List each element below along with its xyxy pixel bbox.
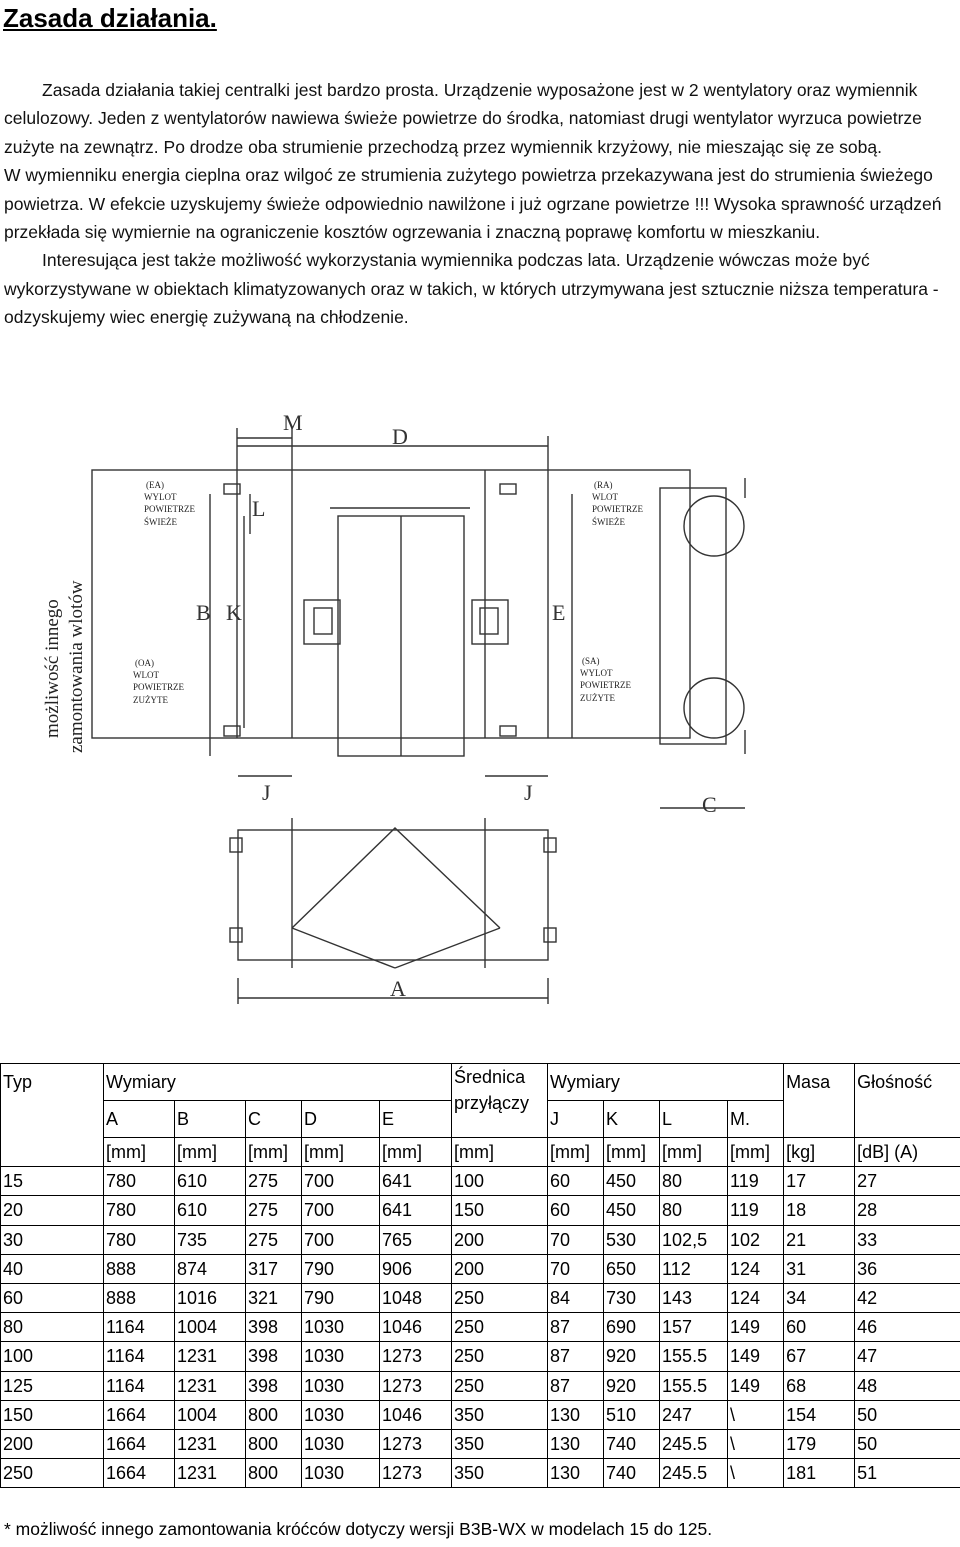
- value-cell: 1273: [380, 1429, 452, 1458]
- dim-J-left: J: [262, 780, 271, 805]
- value-cell: 1030: [302, 1342, 380, 1371]
- value-cell: 1164: [104, 1371, 175, 1400]
- specs-table: [0, 1063, 960, 1488]
- unit-cell: [mm]: [728, 1138, 784, 1167]
- value-cell: 155.5: [660, 1342, 728, 1371]
- value-cell: 84: [548, 1283, 604, 1312]
- value-cell: 780: [104, 1196, 175, 1225]
- typ-cell: 200: [1, 1429, 104, 1458]
- side-view: [660, 488, 726, 744]
- value-cell: 641: [380, 1196, 452, 1225]
- table-row: [1, 1429, 960, 1458]
- value-cell: 200: [452, 1254, 548, 1283]
- value-cell: 398: [246, 1342, 302, 1371]
- label-oa-1: (OA): [135, 658, 154, 668]
- paragraph-1: Zasada działania takiej centralki jest bardzo prosta. Urządzenie wyposażone jest w 2 wentylatory oraz wymiennik celulozowy. Jeden z wentylatorów nawiewa świeże powietrze do środka, natomiast drugi wentylator wyrzuca powietrze zużyte na zewnątrz. Po drodze oba strumienie przechodzą przez wymiennik krzyżowy, nie mieszając się ze sobą.: [4, 80, 922, 157]
- value-cell: 245.5: [660, 1429, 728, 1458]
- typ-cell: 80: [1, 1313, 104, 1342]
- value-cell: 610: [175, 1196, 246, 1225]
- value-cell: 47: [855, 1342, 960, 1371]
- value-cell: 70: [548, 1254, 604, 1283]
- value-cell: 1273: [380, 1459, 452, 1488]
- unit-cell: [mm]: [246, 1138, 302, 1167]
- value-cell: 1231: [175, 1342, 246, 1371]
- value-cell: 700: [302, 1167, 380, 1196]
- header-typ: Typ: [1, 1064, 104, 1101]
- value-cell: 102,5: [660, 1225, 728, 1254]
- label-oa-4: ZUŻYTE: [133, 695, 168, 705]
- label-ea-2: WYLOT: [144, 492, 177, 502]
- value-cell: 350: [452, 1429, 548, 1458]
- value-cell: 36: [855, 1254, 960, 1283]
- intro-text: [4, 76, 956, 332]
- unit-cell: [kg]: [784, 1138, 855, 1167]
- value-cell: 28: [855, 1196, 960, 1225]
- value-cell: 906: [380, 1254, 452, 1283]
- value-cell: 888: [104, 1254, 175, 1283]
- col-C: C: [246, 1101, 302, 1138]
- label-ra-4: ŚWIEŻE: [592, 517, 625, 527]
- value-cell: 149: [728, 1313, 784, 1342]
- value-cell: 530: [604, 1225, 660, 1254]
- table-row: [1, 1283, 960, 1312]
- table-row: [1, 1371, 960, 1400]
- value-cell: 610: [175, 1167, 246, 1196]
- dim-L: L: [252, 496, 266, 521]
- value-cell: 1030: [302, 1429, 380, 1458]
- plan-view: [238, 830, 548, 960]
- typ-cell: 150: [1, 1400, 104, 1429]
- table-row: [1, 1225, 960, 1254]
- value-cell: \: [728, 1459, 784, 1488]
- label-sa-1: (SA): [582, 656, 600, 666]
- value-cell: 154: [784, 1400, 855, 1429]
- label-ra-2: WLOT: [592, 492, 618, 502]
- value-cell: 800: [246, 1400, 302, 1429]
- value-cell: \: [728, 1400, 784, 1429]
- fan-left: [304, 600, 340, 644]
- value-cell: 34: [784, 1283, 855, 1312]
- header-wymiary-1: Wymiary: [104, 1064, 452, 1101]
- value-cell: 250: [452, 1342, 548, 1371]
- typ-cell: 40: [1, 1254, 104, 1283]
- value-cell: 874: [175, 1254, 246, 1283]
- header-glosnosc: Głośność: [855, 1064, 960, 1101]
- value-cell: 21: [784, 1225, 855, 1254]
- unit-cell: [mm]: [452, 1138, 548, 1167]
- header-srednica: Średnica przyłączy: [452, 1064, 548, 1138]
- typ-cell: 250: [1, 1459, 104, 1488]
- value-cell: 510: [604, 1400, 660, 1429]
- value-cell: 275: [246, 1225, 302, 1254]
- value-cell: 150: [452, 1196, 548, 1225]
- value-cell: 149: [728, 1371, 784, 1400]
- col-A: A: [104, 1101, 175, 1138]
- value-cell: 700: [302, 1196, 380, 1225]
- dim-E: E: [552, 600, 566, 625]
- value-cell: 124: [728, 1283, 784, 1312]
- label-sa-4: ZUŻYTE: [580, 693, 615, 703]
- value-cell: 102: [728, 1225, 784, 1254]
- typ-cell: 20: [1, 1196, 104, 1225]
- value-cell: 740: [604, 1459, 660, 1488]
- value-cell: 450: [604, 1196, 660, 1225]
- value-cell: 60: [784, 1313, 855, 1342]
- value-cell: 48: [855, 1371, 960, 1400]
- value-cell: 130: [548, 1459, 604, 1488]
- value-cell: 317: [246, 1254, 302, 1283]
- value-cell: 1046: [380, 1400, 452, 1429]
- value-cell: 200: [452, 1225, 548, 1254]
- dim-D: D: [392, 424, 408, 449]
- dim-A: A: [390, 976, 406, 1001]
- value-cell: 790: [302, 1283, 380, 1312]
- value-cell: 1231: [175, 1429, 246, 1458]
- value-cell: 1030: [302, 1313, 380, 1342]
- table-body: [1, 1167, 960, 1488]
- table-units-row: [1, 1138, 960, 1167]
- fan-right: [472, 600, 508, 644]
- unit-cell: [mm]: [604, 1138, 660, 1167]
- value-cell: 1030: [302, 1400, 380, 1429]
- value-cell: 450: [604, 1167, 660, 1196]
- value-cell: 250: [452, 1283, 548, 1312]
- value-cell: 247: [660, 1400, 728, 1429]
- value-cell: 800: [246, 1459, 302, 1488]
- value-cell: 321: [246, 1283, 302, 1312]
- value-cell: 18: [784, 1196, 855, 1225]
- dim-J-right: J: [524, 780, 533, 805]
- col-B: B: [175, 1101, 246, 1138]
- value-cell: 920: [604, 1342, 660, 1371]
- value-cell: 42: [855, 1283, 960, 1312]
- value-cell: \: [728, 1429, 784, 1458]
- table-row: [1, 1400, 960, 1429]
- label-oa-2: WLOT: [133, 670, 159, 680]
- label-ea-1: (EA): [146, 480, 164, 490]
- value-cell: 780: [104, 1225, 175, 1254]
- value-cell: 149: [728, 1342, 784, 1371]
- value-cell: 1004: [175, 1313, 246, 1342]
- value-cell: 920: [604, 1371, 660, 1400]
- value-cell: 179: [784, 1429, 855, 1458]
- unit-cell: [mm]: [175, 1138, 246, 1167]
- value-cell: 50: [855, 1400, 960, 1429]
- value-cell: 87: [548, 1342, 604, 1371]
- value-cell: 245.5: [660, 1459, 728, 1488]
- value-cell: 1231: [175, 1371, 246, 1400]
- value-cell: 398: [246, 1313, 302, 1342]
- value-cell: 1030: [302, 1459, 380, 1488]
- dim-C: C: [702, 792, 717, 817]
- label-sa-2: WYLOT: [580, 668, 613, 678]
- value-cell: 1664: [104, 1400, 175, 1429]
- dim-K: K: [226, 600, 242, 625]
- value-cell: 350: [452, 1400, 548, 1429]
- value-cell: 1046: [380, 1313, 452, 1342]
- value-cell: 60: [548, 1167, 604, 1196]
- label-ra-3: POWIETRZE: [592, 504, 643, 514]
- table-header-row: [1, 1064, 960, 1101]
- paragraph-3: Interesująca jest także możliwość wykorzystania wymiennika podczas lata. Urządzenie wówczas może być wykorzystywane w obiektach klimatyzowanych oraz w takich, w których utrzymywana jest sztucznie niższa temperatura - odzyskujemy wiec energię zużywaną na chłodzenie.: [4, 250, 939, 328]
- value-cell: 888: [104, 1283, 175, 1312]
- value-cell: 1164: [104, 1342, 175, 1371]
- value-cell: 80: [660, 1167, 728, 1196]
- value-cell: 33: [855, 1225, 960, 1254]
- value-cell: 275: [246, 1167, 302, 1196]
- paragraph-2: W wymienniku energia cieplna oraz wilgoć ze strumienia zużytego powietrza przekazywana jest do strumienia świeżego powietrza. W efekcie uzyskujemy świeże odpowiednio nawilżone i już ogrzane powietrze !!! Wysoka sprawność urządzeń przekłada się wymiernie na ograniczenie kosztów ogrzewania i znaczną poprawę komfortu w mieszkaniu.: [4, 165, 942, 243]
- value-cell: 1231: [175, 1459, 246, 1488]
- value-cell: 700: [302, 1225, 380, 1254]
- value-cell: 735: [175, 1225, 246, 1254]
- value-cell: 250: [452, 1313, 548, 1342]
- value-cell: 398: [246, 1371, 302, 1400]
- label-sa-3: POWIETRZE: [580, 680, 631, 690]
- value-cell: 87: [548, 1313, 604, 1342]
- value-cell: 1004: [175, 1400, 246, 1429]
- unit-cell: [mm]: [104, 1138, 175, 1167]
- value-cell: 765: [380, 1225, 452, 1254]
- side-note-1: możliwość innego: [42, 599, 63, 738]
- value-cell: 181: [784, 1459, 855, 1488]
- col-L: L: [660, 1101, 728, 1138]
- value-cell: 87: [548, 1371, 604, 1400]
- dim-M: M: [283, 410, 303, 435]
- value-cell: 1273: [380, 1371, 452, 1400]
- value-cell: 100: [452, 1167, 548, 1196]
- value-cell: 790: [302, 1254, 380, 1283]
- value-cell: 155.5: [660, 1371, 728, 1400]
- value-cell: 67: [784, 1342, 855, 1371]
- dim-B: B: [196, 600, 211, 625]
- footnote: * możliwość innego zamontowania króćców dotyczy wersji B3B-WX w modelach 15 do 125.: [4, 1519, 713, 1539]
- value-cell: 740: [604, 1429, 660, 1458]
- col-J: J: [548, 1101, 604, 1138]
- value-cell: 690: [604, 1313, 660, 1342]
- typ-cell: 125: [1, 1371, 104, 1400]
- value-cell: 730: [604, 1283, 660, 1312]
- label-ea-3: POWIETRZE: [144, 504, 195, 514]
- value-cell: 1048: [380, 1283, 452, 1312]
- table-row: [1, 1254, 960, 1283]
- unit-cell: [mm]: [548, 1138, 604, 1167]
- page-title: Zasada działania.: [3, 3, 217, 33]
- label-oa-3: POWIETRZE: [133, 682, 184, 692]
- value-cell: 80: [660, 1196, 728, 1225]
- typ-cell: 60: [1, 1283, 104, 1312]
- value-cell: 51: [855, 1459, 960, 1488]
- unit-cell: [dB] (A): [855, 1138, 960, 1167]
- value-cell: 17: [784, 1167, 855, 1196]
- value-cell: 1164: [104, 1313, 175, 1342]
- col-K: K: [604, 1101, 660, 1138]
- table-row: [1, 1342, 960, 1371]
- value-cell: 70: [548, 1225, 604, 1254]
- side-note-2: zamontowania wlotów: [66, 580, 87, 753]
- value-cell: 275: [246, 1196, 302, 1225]
- value-cell: 1273: [380, 1342, 452, 1371]
- value-cell: 780: [104, 1167, 175, 1196]
- value-cell: 68: [784, 1371, 855, 1400]
- value-cell: 60: [548, 1196, 604, 1225]
- value-cell: 143: [660, 1283, 728, 1312]
- value-cell: 1664: [104, 1429, 175, 1458]
- unit-cell: [mm]: [302, 1138, 380, 1167]
- value-cell: 1664: [104, 1459, 175, 1488]
- value-cell: 124: [728, 1254, 784, 1283]
- value-cell: 157: [660, 1313, 728, 1342]
- value-cell: 31: [784, 1254, 855, 1283]
- duct-top: [684, 496, 744, 556]
- value-cell: 1016: [175, 1283, 246, 1312]
- value-cell: 650: [604, 1254, 660, 1283]
- typ-cell: 15: [1, 1167, 104, 1196]
- header-masa: Masa: [784, 1064, 855, 1101]
- value-cell: 112: [660, 1254, 728, 1283]
- col-M: M.: [728, 1101, 784, 1138]
- duct-bottom: [684, 678, 744, 738]
- typ-cell: 30: [1, 1225, 104, 1254]
- value-cell: 130: [548, 1429, 604, 1458]
- value-cell: 119: [728, 1167, 784, 1196]
- col-E: E: [380, 1101, 452, 1138]
- label-ea-4: ŚWIEŻE: [144, 517, 177, 527]
- table-row: [1, 1196, 960, 1225]
- table-row: [1, 1313, 960, 1342]
- value-cell: 800: [246, 1429, 302, 1458]
- label-ra-1: (RA): [594, 480, 613, 490]
- value-cell: 641: [380, 1167, 452, 1196]
- value-cell: 50: [855, 1429, 960, 1458]
- col-D: D: [302, 1101, 380, 1138]
- value-cell: 27: [855, 1167, 960, 1196]
- technical-drawing: [0, 408, 960, 1048]
- value-cell: 130: [548, 1400, 604, 1429]
- value-cell: 250: [452, 1371, 548, 1400]
- unit-cell: [mm]: [380, 1138, 452, 1167]
- unit-cell: [mm]: [660, 1138, 728, 1167]
- value-cell: 46: [855, 1313, 960, 1342]
- value-cell: 1030: [302, 1371, 380, 1400]
- header-wymiary-2: Wymiary: [548, 1064, 784, 1101]
- table-row: [1, 1459, 960, 1488]
- value-cell: 350: [452, 1459, 548, 1488]
- table-row: [1, 1167, 960, 1196]
- typ-cell: 100: [1, 1342, 104, 1371]
- value-cell: 119: [728, 1196, 784, 1225]
